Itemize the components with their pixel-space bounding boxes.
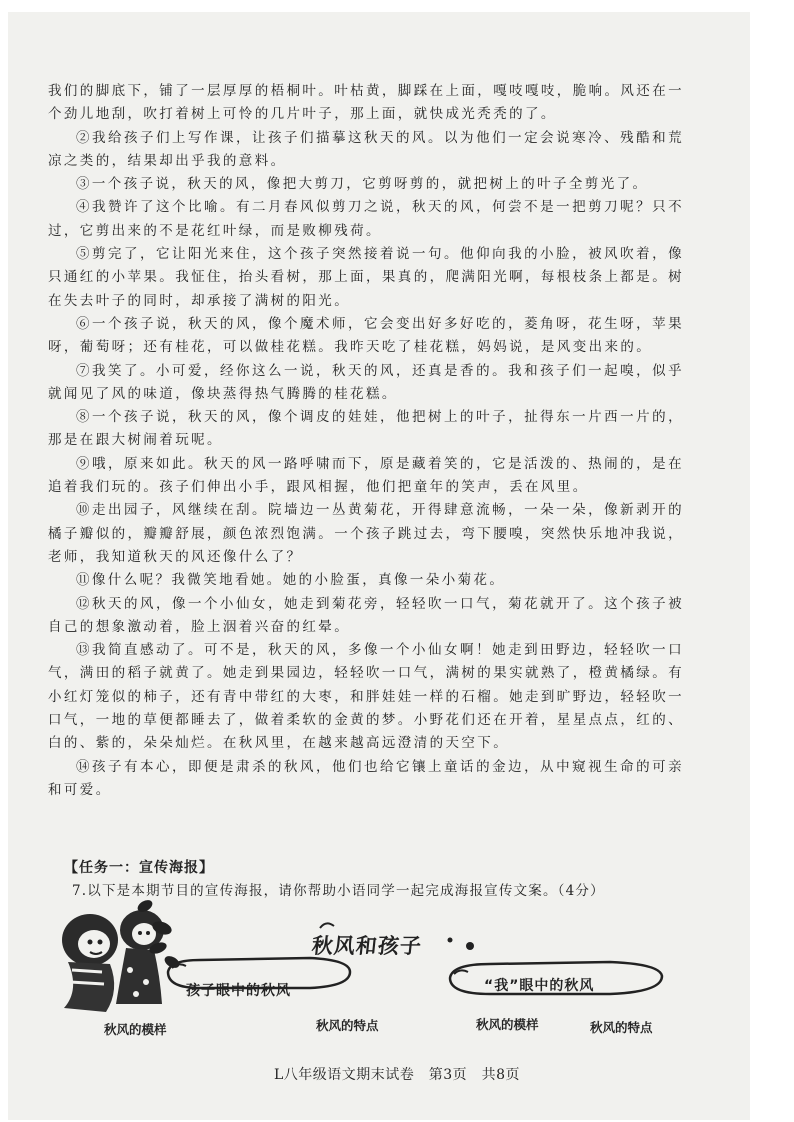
page-footer: L八年级语文期末试卷 第3页 共8页 xyxy=(273,1067,521,1083)
paragraph-6: ⑥一个孩子说，秋天的风，像个魔术师，它会变出好多好吃的，菱角呀，花生呀，苹果呀，葡萄呀；还有桂花，可以做桂花糕。我昨天吃了桂花糕，妈妈说，是风变出来的。 xyxy=(48,315,684,356)
task-heading: 【任务一：宣传海报】 xyxy=(64,860,214,876)
poster-bubble-left-text: 孩子眼中的秋风 xyxy=(186,983,291,999)
paragraph-5: ⑤剪完了，它让阳光来住，这个孩子突然接着说一句。他仰向我的小脸，被风吹着，像只通红的小苹果。我怔住，抬头看树，那上面，果真的，爬满阳光啊，每根枝条上都是。树在失去叶子的同时，却承接了满树的阳光。 xyxy=(48,246,684,309)
poster-title: 秋风和孩子 xyxy=(310,934,424,958)
paragraph-9: ⑨哦，原来如此。秋天的风一路呼啸而下，原是藏着笑的，它是活泼的、热闹的，是在追着我们玩的。孩子们伸出小手，跟风相握，他们把童年的笑声，丢在风里。 xyxy=(48,455,684,496)
poster-label-feature-1: 秋风的特点 xyxy=(316,1018,379,1033)
paragraph-10: ⑩走出园子，风继续在刮。院墙边一丛黄菊花，开得肆意流畅，一朵一朵，像新剥开的橘子瓣似的，瓣瓣舒展，颜色浓烈饱满。一个孩子跳过去，弯下腰嗅，突然快乐地冲我说，老师，我知道秋天的风还像什么了？ xyxy=(48,502,684,565)
poster-bubble-right-text: “我”眼中的秋风 xyxy=(484,978,595,994)
paragraph-2: ②我给孩子们上写作课，让孩子们描摹这秋天的风。以为他们一定会说寒冷、残酷和荒凉之类的，结果却出乎我的意料。 xyxy=(48,129,684,169)
boy-cartoon-icon xyxy=(62,914,118,1012)
poster-label-appearance-1: 秋风的模样 xyxy=(104,1022,167,1037)
paragraph-7: ⑦我笑了。小可爱，经你这么一说，秋天的风，还真是香的。我和孩子们一起嗅，似乎就闻见了风的味道，像块蒸得热气腾腾的桂花糕。 xyxy=(48,362,684,402)
paragraph-12: ⑫秋天的风，像一个小仙女，她走到菊花旁，轻轻吹一口气，菊花就开了。这个孩子被自己的想象激动着，脸上洇着兴奋的红晕。 xyxy=(48,595,684,635)
paragraph-4: ④我赞许了这个比喻。有二月春风似剪刀之说，秋天的风，何尝不是一把剪刀呢？只不过，它剪出来的不是花红叶绿，而是败柳残荷。 xyxy=(48,199,684,239)
poster-label-feature-2: 秋风的特点 xyxy=(590,1020,653,1035)
paragraph-14: ⑭孩子有本心，即便是肃杀的秋风，他们也给它镶上童话的金边，从中窥视生命的可亲和可爱。 xyxy=(48,758,684,798)
question-7: 7.以下是本期节目的宣传海报，请你帮助小语同学一起完成海报宣传文案。（4分） xyxy=(72,883,605,899)
paragraph-11: ⑪像什么呢？我微笑地看她。她的小脸蛋，真像一朵小菊花。 xyxy=(76,572,506,589)
paragraph-continuation: 我们的脚底下，铺了一层厚厚的梧桐叶。叶枯黄，脚踩在上面，嘎吱嘎吱，脆响。风还在一个劲儿地刮，吹打着树上可怜的几片叶子，那上面，就快成光秃秃的了。 xyxy=(48,83,684,123)
paragraph-13: ⑬我简直感动了。可不是，秋天的风，多像一个小仙女啊！她走到田野边，轻轻吹一口气，满田的稻子就黄了。她走到果园边，轻轻吹一口气，满树的果实就熟了，橙黄橘绿。有小红灯笼似的柿子，还有青中带红的大枣，和胖娃娃一样的石榴。她走到旷野边，轻轻吹一口气，一地的草便都睡去了，做着柔软的金黄的梦。小野花们还在开着，星星点点，红的、白的、紫的，朵朵灿烂。在秋风里，在越来越高远澄清的天空下。 xyxy=(48,642,684,752)
reading-passage xyxy=(48,80,684,802)
paragraph-3: ③一个孩子说，秋天的风，像把大剪刀，它剪呀剪的，就把树上的叶子全剪光了。 xyxy=(76,176,649,193)
poster-label-appearance-2: 秋风的模样 xyxy=(476,1017,539,1032)
paragraph-8: ⑧一个孩子说，秋天的风，像个调皮的娃娃，他把树上的叶子，扯得东一片西一片的，那是在跟大树闹着玩呢。 xyxy=(48,409,684,449)
